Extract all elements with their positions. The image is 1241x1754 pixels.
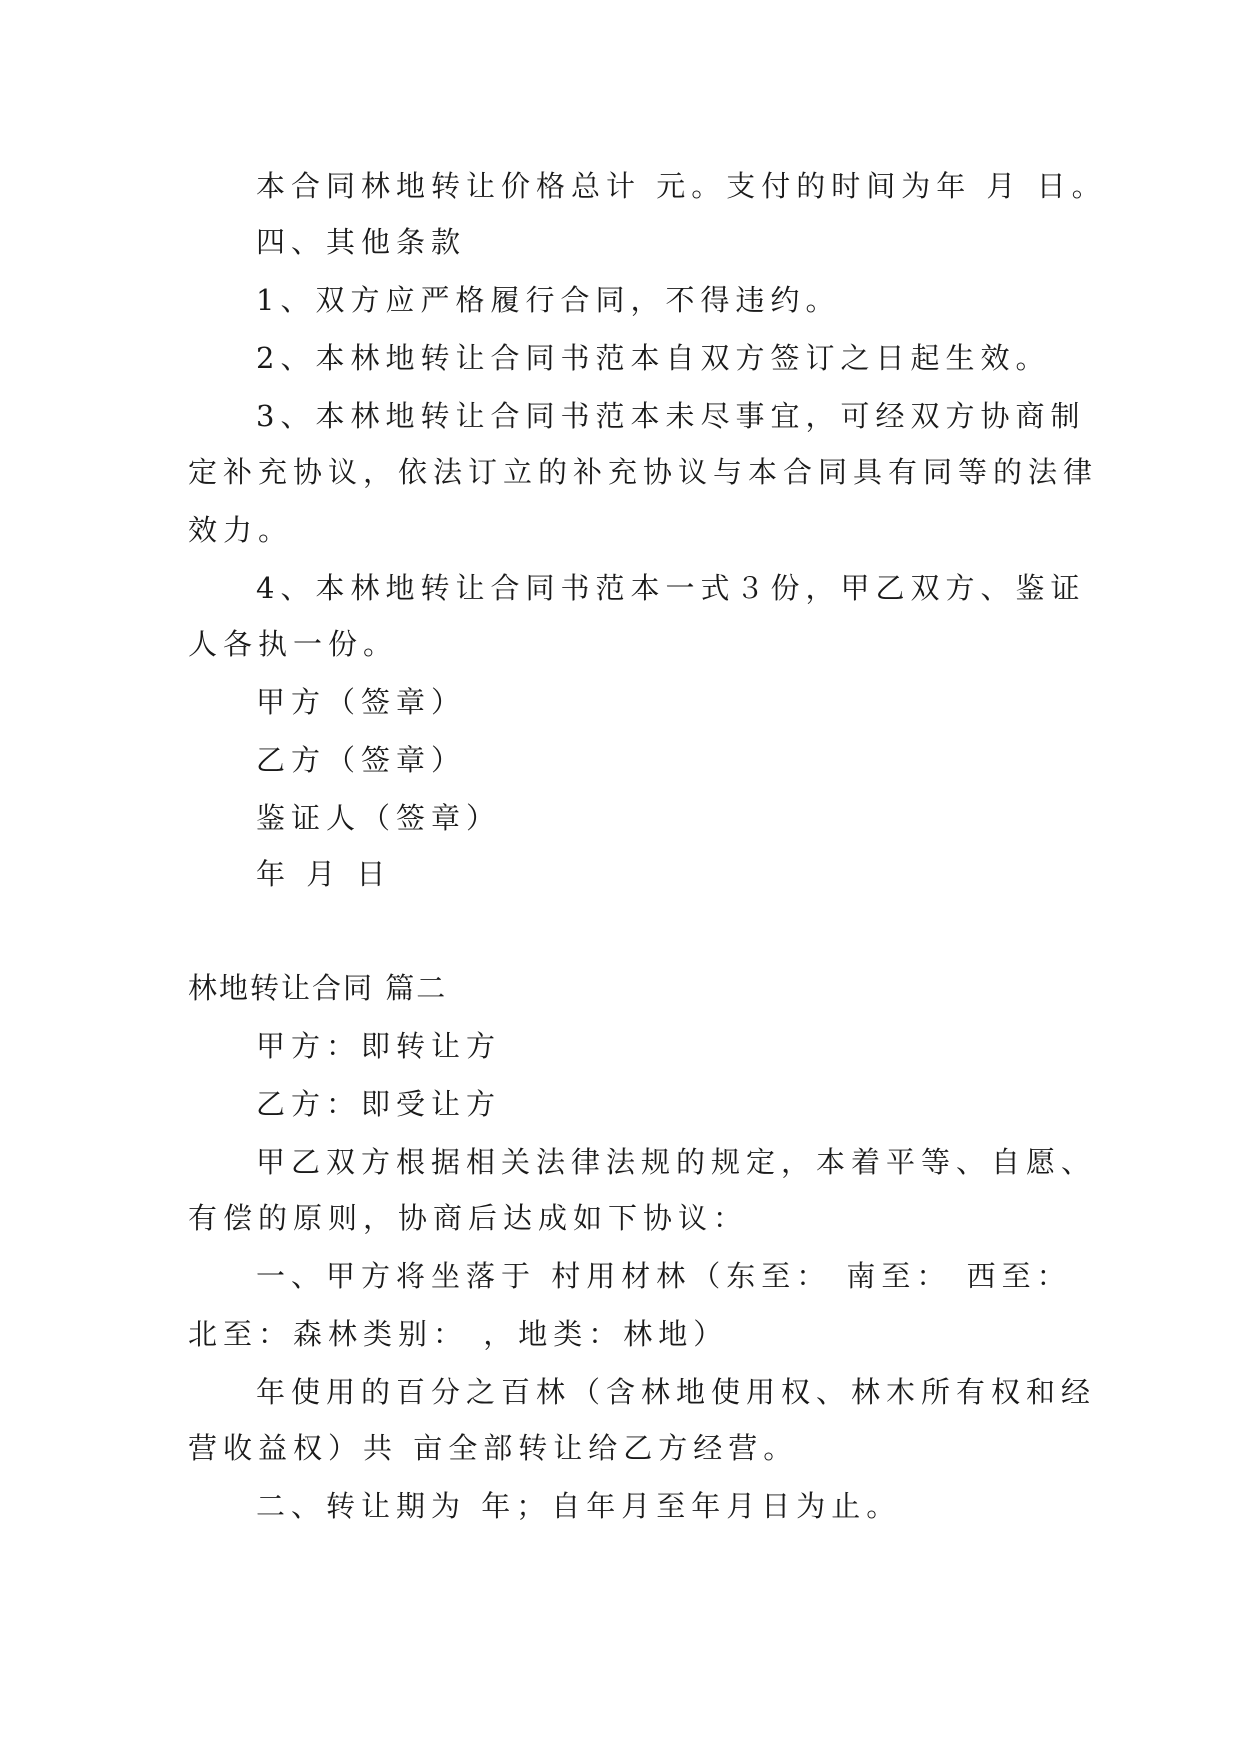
witness-signature: 鉴证人（签章） (256, 801, 502, 835)
party-a-signature: 甲方（签章） (256, 685, 467, 719)
clause-4-line-1: 4、本林地转让合同书范本一式３份，甲乙双方、鉴证 (256, 571, 1086, 605)
article-1-line-2: 北至：森林类别： ，地类：林地） (188, 1317, 729, 1351)
price-clause-line: 本合同林地转让价格总计 元。支付的时间为年 月 日。 (256, 169, 1107, 203)
party-b-line: 乙方：即受让方 (256, 1087, 502, 1121)
agreement-intro-line-2: 有偿的原则，协商后达成如下协议： (188, 1201, 749, 1235)
clause-2: 2、本林地转让合同书范本自双方签订之日起生效。 (256, 341, 1051, 375)
article-1-line-3: 年使用的百分之百林（含林地使用权、林木所有权和经 (256, 1375, 1097, 1409)
article-1-line-1: 一、甲方将坐落于 村用材林（东至： 南至： 西至： (256, 1259, 1072, 1293)
clause-3-line-3: 效力。 (188, 513, 294, 547)
section-four-heading: 四、其他条款 (256, 225, 467, 259)
agreement-intro-line-1: 甲乙双方根据相关法律法规的规定，本着平等、自愿、 (256, 1145, 1097, 1179)
article-2-line: 二、转让期为 年；自年月至年月日为止。 (256, 1489, 902, 1523)
signature-date: 年 月 日 (256, 857, 392, 891)
article-1-line-4: 营收益权）共 亩全部转让给乙方经营。 (188, 1431, 799, 1465)
section-heading-part-two: 林地转让合同 篇二 (188, 971, 448, 1005)
clause-3-line-1: 3、本林地转让合同书范本未尽事宜，可经双方协商制 (256, 399, 1086, 433)
clause-1: 1、双方应严格履行合同，不得违约。 (256, 283, 841, 317)
clause-4-line-2: 人各执一份。 (188, 627, 399, 661)
clause-3-line-2: 定补充协议，依法订立的补充协议与本合同具有同等的法律 (188, 455, 1099, 489)
party-a-line: 甲方：即转让方 (256, 1029, 502, 1063)
party-b-signature: 乙方（签章） (256, 743, 467, 777)
